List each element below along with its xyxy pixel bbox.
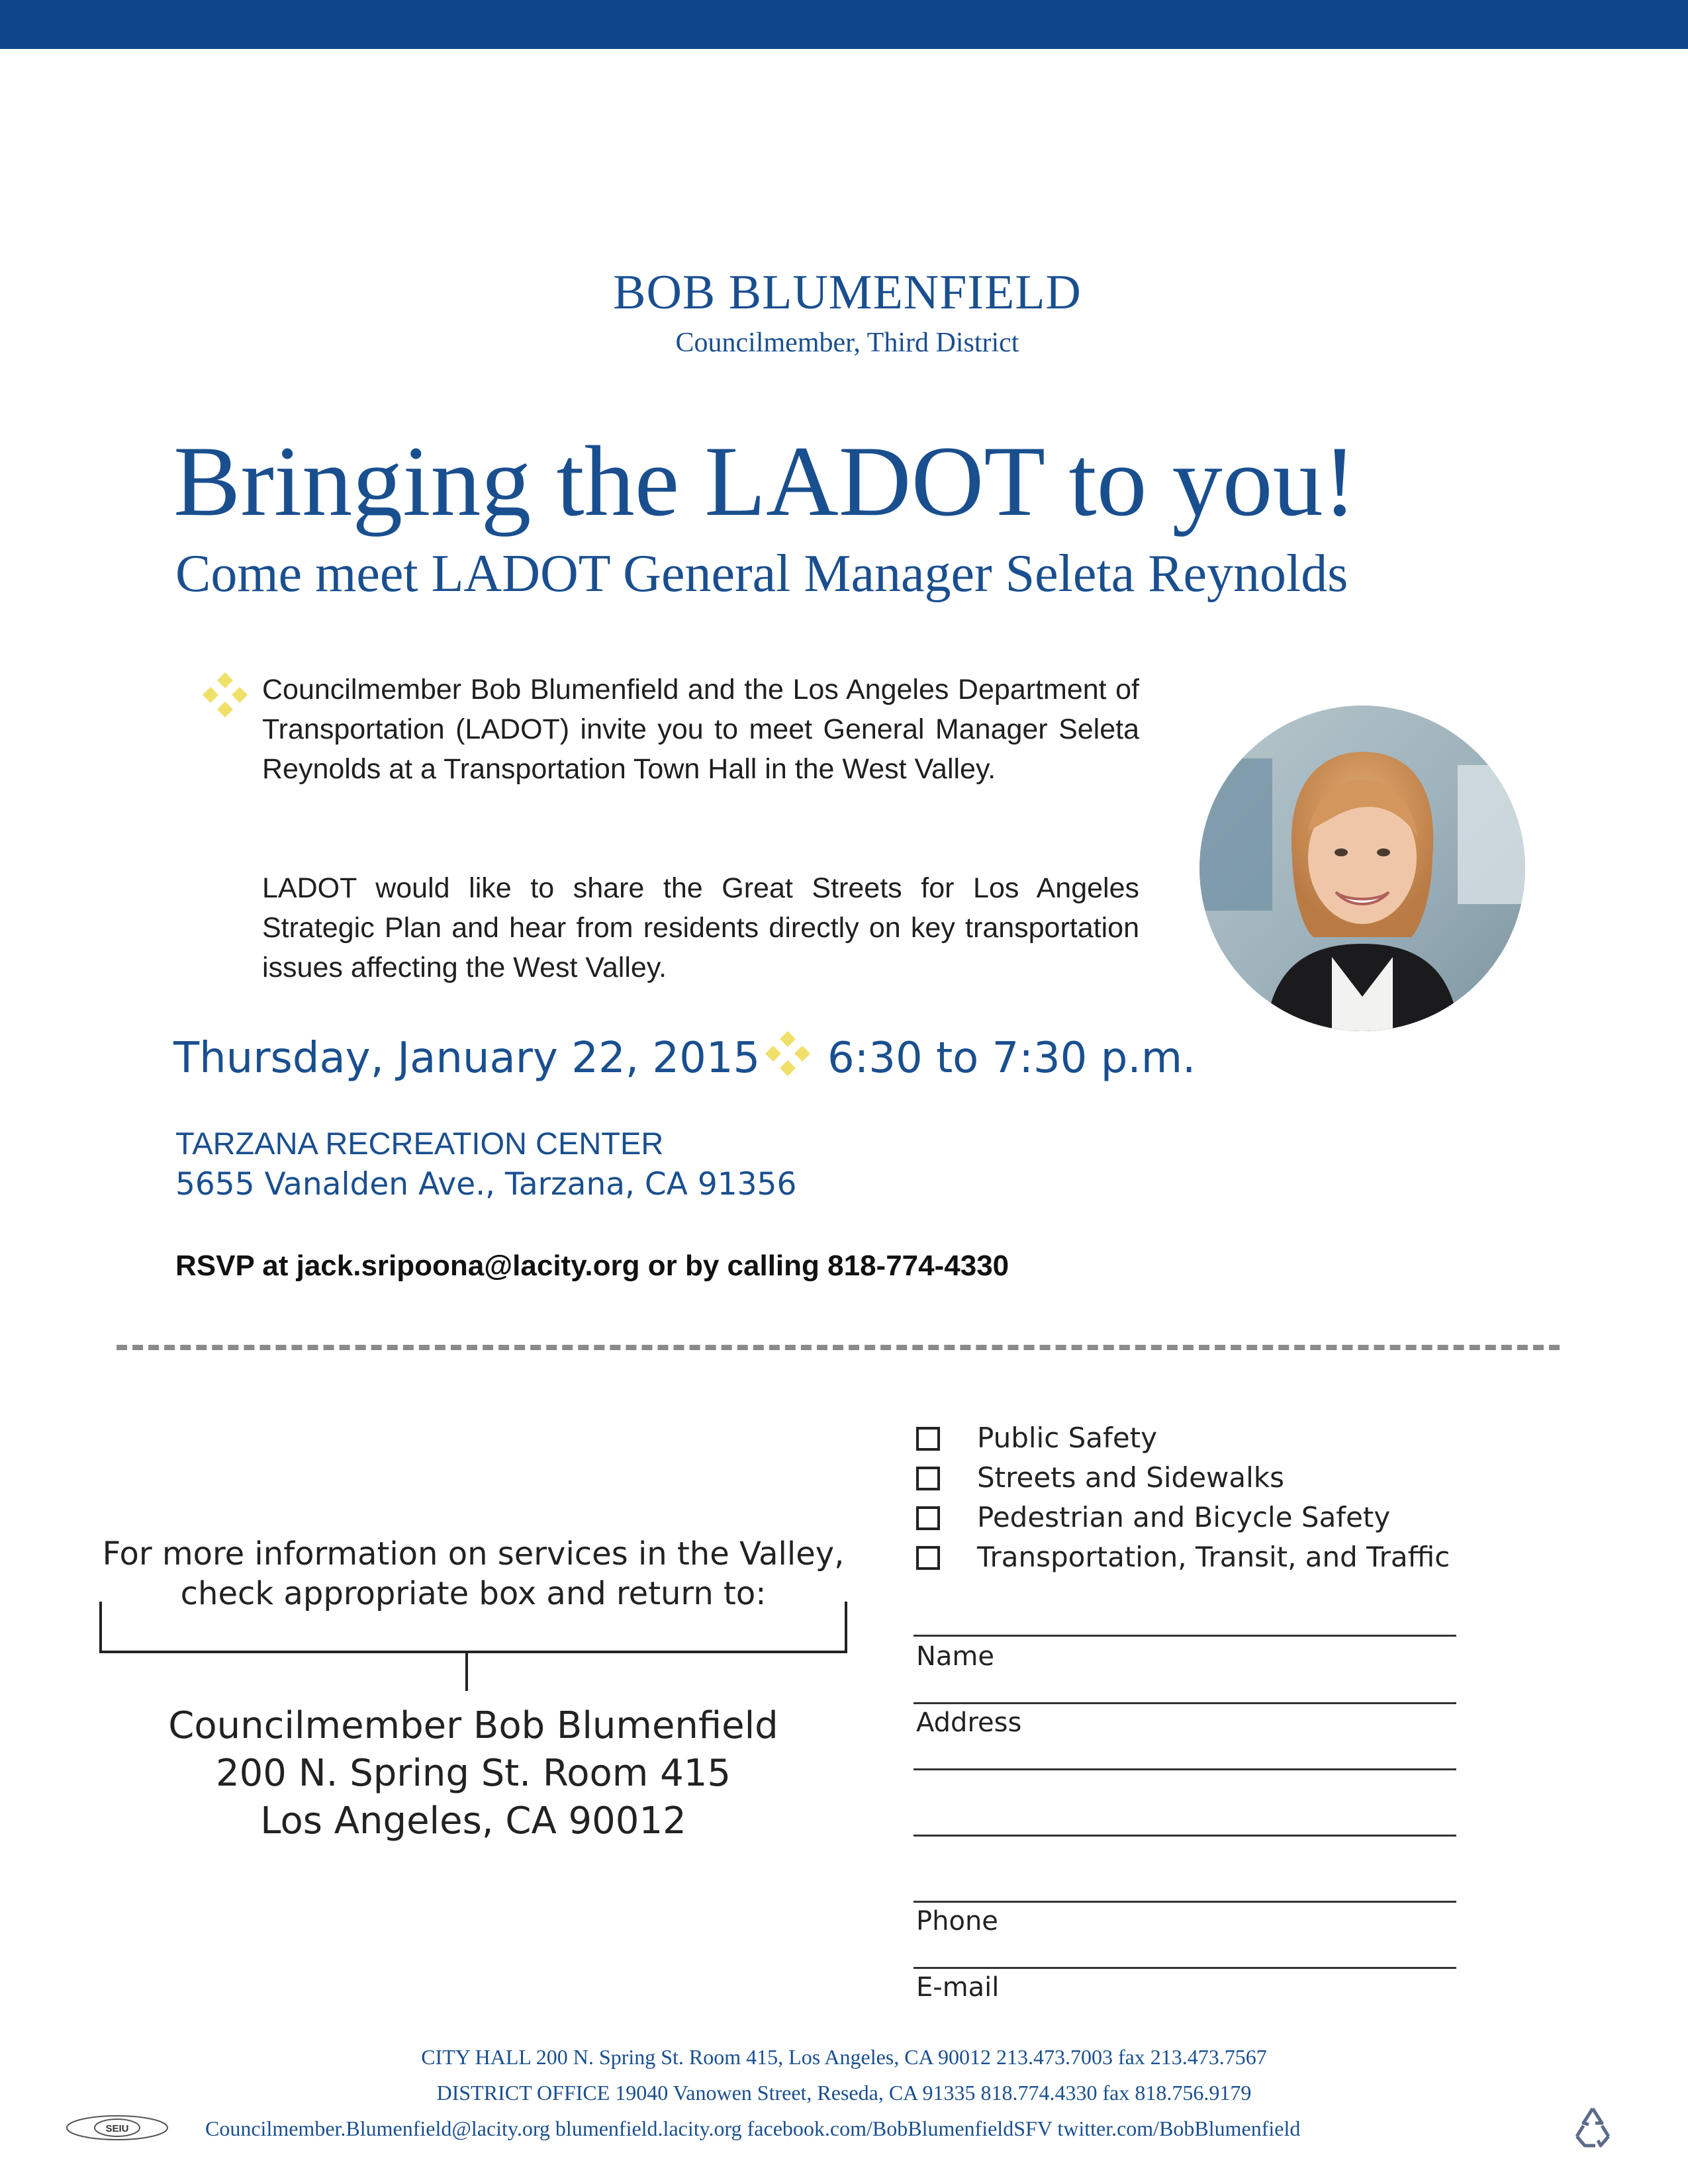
checkbox-label: Pedestrian and Bicycle Safety	[977, 1501, 1391, 1533]
intro-paragraph: Councilmember Bob Blumenfield and the Los Angeles Department of Transportation (LADOT) invite you to meet General Manager Seleta Reynolds at a Transportation Town Hall in the West Valley.	[262, 674, 1139, 785]
rsvp-line: RSVP at jack.sripoona@lacity.org or by calling 818-774-4330	[175, 1250, 1009, 1282]
header-name: BOB BLUMENFIELD	[613, 265, 1082, 320]
plan-paragraph: LADOT would like to share the Great Streets for Los Angeles Strategic Plan and hear from residents directly on key transportation issues affecting the West Valley.	[262, 872, 1139, 983]
portrait-photo	[1199, 705, 1525, 1031]
checkbox-label: Public Safety	[977, 1422, 1157, 1454]
diamond-cluster-icon	[761, 1027, 814, 1080]
return-instructions-line2: check appropriate box and return to:	[180, 1575, 767, 1612]
address-line2-field-line[interactable]	[914, 1768, 1456, 1770]
phone-field-line[interactable]	[914, 1901, 1456, 1903]
email-field-label: E-mail	[916, 1972, 1000, 2003]
address-field-label: Address	[916, 1707, 1022, 1738]
bracket-connector	[99, 1602, 847, 1691]
checkbox[interactable]	[916, 1546, 940, 1570]
checkbox-label: Transportation, Transit, and Traffic	[977, 1541, 1450, 1573]
return-address-line3: Los Angeles, CA 90012	[260, 1799, 686, 1843]
subheadline: Come meet LADOT General Manager Seleta Reynolds	[175, 545, 1348, 603]
return-instructions-line1: For more information on services in the Valley,	[102, 1535, 845, 1572]
venue-name: TARZANA RECREATION CENTER	[175, 1126, 664, 1161]
footer-city-hall: CITY HALL 200 N. Spring St. Room 415, Los Angeles, CA 90012 213.473.7003 fax 213.473.7567	[421, 2045, 1267, 2069]
phone-field-label: Phone	[916, 1906, 998, 1936]
event-date: Thursday, January 22, 2015	[173, 1034, 761, 1083]
header-subtitle: Councilmember, Third District	[675, 328, 1019, 358]
footer-district-office: DISTRICT OFFICE 19040 Vanowen Street, Reseda, CA 91335 818.774.4330 fax 818.756.9179	[436, 2081, 1252, 2105]
checkbox[interactable]	[916, 1467, 940, 1490]
return-address-line2: 200 N. Spring St. Room 415	[216, 1752, 731, 1795]
checkbox[interactable]	[916, 1427, 940, 1451]
cut-line-divider	[117, 1345, 1560, 1350]
top-banner-bar	[0, 0, 1688, 49]
address-line3-field-line[interactable]	[914, 1835, 1456, 1837]
address-field-line[interactable]	[914, 1702, 1456, 1704]
footer-contact-links: Councilmember.Blumenfield@lacity.org blumenfield.lacity.org facebook.com/BobBlumenfieldSFV twitter.com/BobBlumenfield	[205, 2116, 1301, 2140]
return-address-line1: Councilmember Bob Blumenfield	[168, 1704, 778, 1747]
name-field-label: Name	[916, 1641, 995, 1672]
email-field-line[interactable]	[914, 1967, 1456, 1969]
checkbox-label: Streets and Sidewalks	[977, 1461, 1285, 1494]
headline: Bringing the LADOT to you!	[173, 426, 1357, 537]
checkbox[interactable]	[916, 1506, 940, 1530]
diamond-cluster-icon	[199, 668, 252, 721]
union-bug-text: SEIU	[105, 2123, 129, 2134]
union-bug-icon	[65, 2114, 169, 2142]
name-field-line[interactable]	[914, 1635, 1456, 1637]
return-address	[99, 1702, 847, 1845]
venue-address: 5655 Vanalden Ave., Tarzana, CA 91356	[175, 1166, 797, 1203]
recycle-icon	[1569, 2103, 1617, 2151]
event-time: 6:30 to 7:30 p.m.	[827, 1034, 1196, 1083]
